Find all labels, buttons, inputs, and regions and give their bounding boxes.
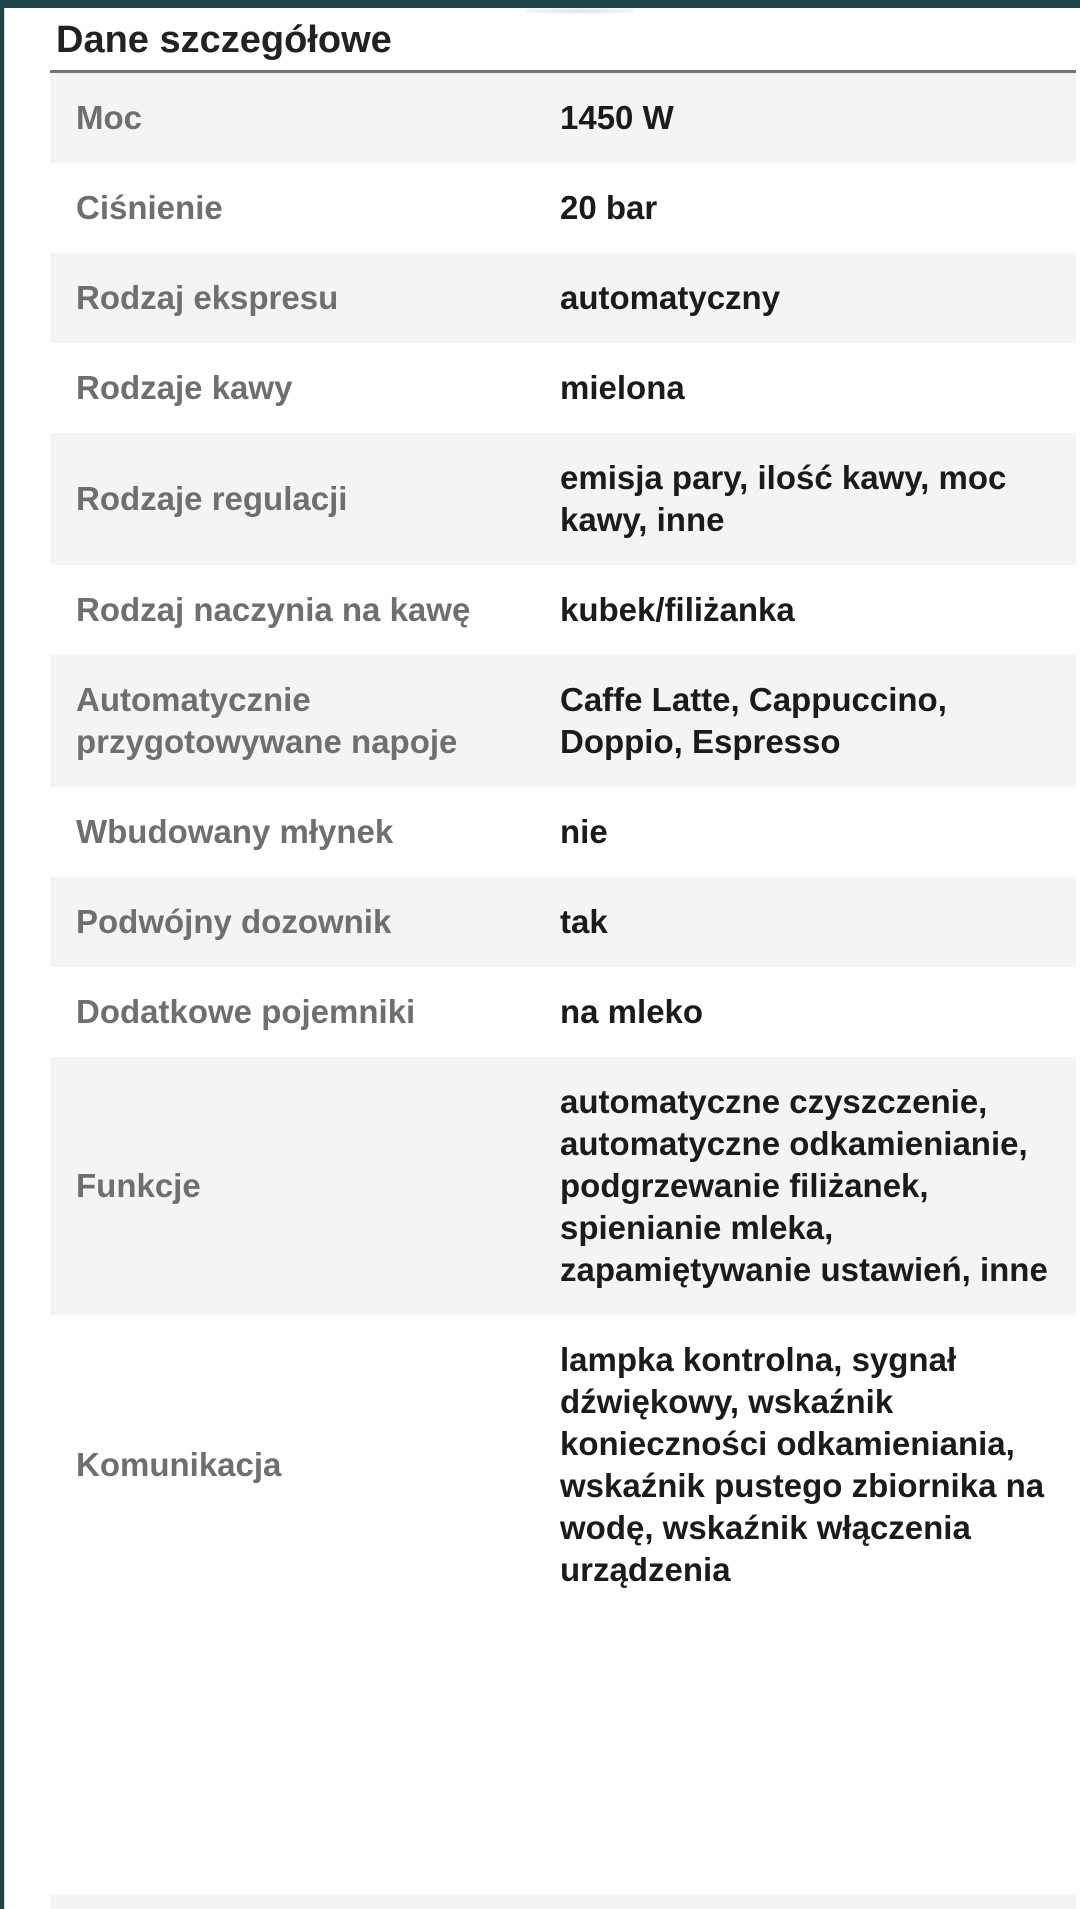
spec-row-cisnienie xyxy=(50,163,1076,253)
spec-table xyxy=(50,73,1076,1615)
next-row-edge xyxy=(50,1895,1076,1909)
spec-label: Rodzaje kawy xyxy=(76,369,293,406)
spec-row-komunikacja xyxy=(50,1315,1076,1615)
section-title: Dane szczegółowe xyxy=(56,19,392,61)
spec-value: kubek/filiżanka xyxy=(560,591,795,628)
spec-label: Komunikacja xyxy=(76,1446,282,1483)
spec-label: Rodzaj naczynia na kawę xyxy=(76,591,471,628)
top-shadow xyxy=(525,8,635,14)
spec-row-pojemniki xyxy=(50,967,1076,1057)
spec-row-mlynek xyxy=(50,787,1076,877)
spec-value: mielona xyxy=(560,369,685,406)
spec-row-rodzaj-naczynia xyxy=(50,565,1076,655)
spec-value: Caffe Latte, Cappuccino, Doppio, Espresso xyxy=(560,681,947,760)
spec-row-rodzaje-regulacji xyxy=(50,433,1076,565)
spec-value: na mleko xyxy=(560,993,704,1030)
spec-label: Funkcje xyxy=(76,1167,201,1204)
spec-value: 1450 W xyxy=(560,99,674,136)
spec-value: emisja pary, ilość kawy, moc kawy, inne xyxy=(560,459,1007,538)
spec-value: 20 bar xyxy=(560,189,658,226)
spec-value: lampka kontrolna, sygnał dźwiękowy, wskaźnik konieczności odkamieniania, wskaźnik pustego zbiornika na wodę, wskaźnik włączenia urządzenia xyxy=(560,1341,1045,1588)
spec-value: tak xyxy=(560,903,608,940)
spec-value: automatyczne czyszczenie, automatyczne odkamienianie, podgrzewanie filiżanek, spienianie mleka, zapamiętywanie ustawień, inne xyxy=(560,1083,1048,1288)
spec-label: Ciśnienie xyxy=(76,189,223,226)
spec-row-napoje xyxy=(50,655,1076,787)
spec-label: Moc xyxy=(76,99,142,136)
spec-label: Dodatkowe pojemniki xyxy=(76,993,416,1030)
spec-label: Rodzaje regulacji xyxy=(76,480,348,517)
spec-row-funkcje xyxy=(50,1057,1076,1315)
spec-value: nie xyxy=(560,813,608,850)
spec-row-moc xyxy=(50,73,1076,163)
spec-row-dozownik xyxy=(50,877,1076,967)
spec-value: automatyczny xyxy=(560,279,781,316)
spec-row-rodzaje-kawy xyxy=(50,343,1076,433)
spec-label: Podwójny dozownik xyxy=(76,903,392,940)
spec-label: Rodzaj ekspresu xyxy=(76,279,339,316)
spec-label: Wbudowany młynek xyxy=(76,813,394,850)
spec-label: Automatycznie przygotowywane napoje xyxy=(76,681,458,760)
spec-row-rodzaj-ekspresu xyxy=(50,253,1076,343)
